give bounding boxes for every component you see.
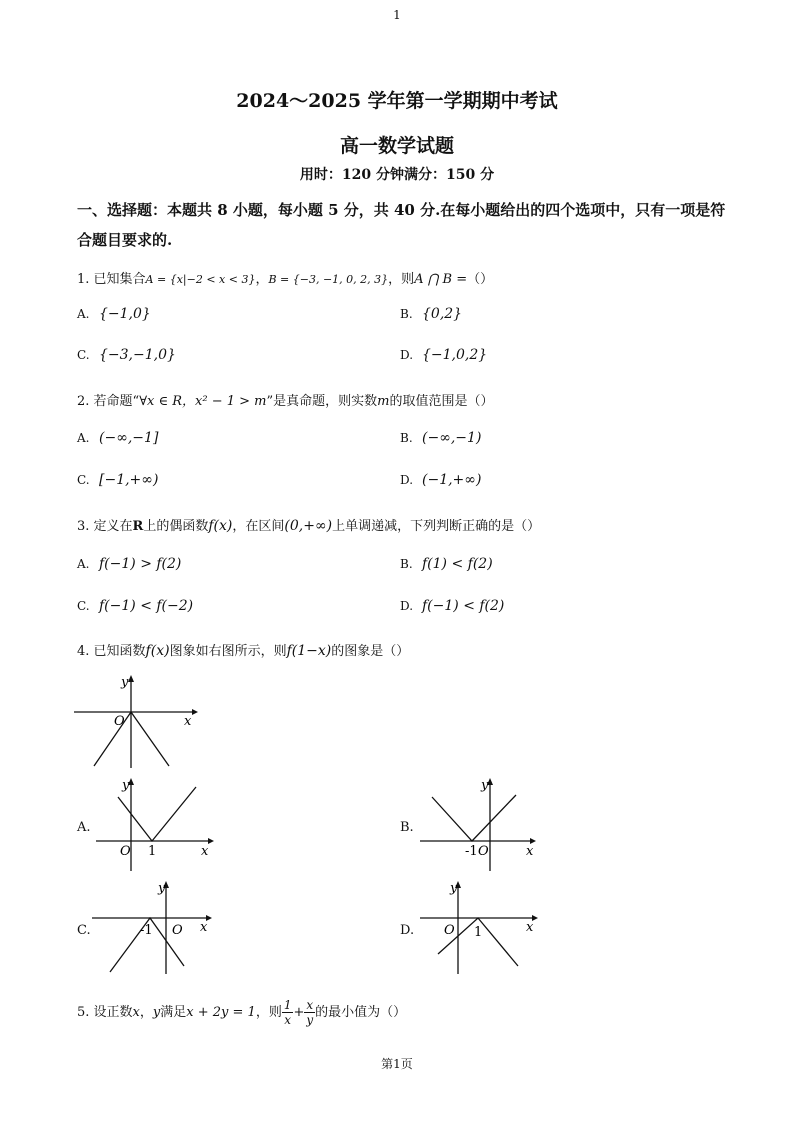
reference-graph: [74, 672, 204, 772]
q1-option-a: A. {−1,0}: [77, 306, 151, 322]
option-c-graph: [92, 878, 217, 978]
page-footer: 第1页: [381, 1057, 413, 1071]
svg-text:-1: -1: [140, 923, 153, 938]
time-info: 用时：120 分钟满分：150 分: [299, 167, 495, 183]
svg-text:x: x: [526, 844, 534, 859]
fraction-1-over-x: $\frac{1}{x}$: [283, 998, 292, 1027]
svg-text:y: y: [450, 881, 458, 896]
page-number-top: 1: [393, 8, 401, 22]
svg-text:x: x: [526, 920, 534, 935]
question-2: 2. 若命题“∀x ∈ R，x² − 1 > m”是真命题，则实数m的取值范围是（）: [77, 394, 494, 409]
question-5: 5. 设正数x，y满足x + 2y = 1，则 $\frac{1}{x}$ + $\frac{x}{y}$ 的最小值为（）: [77, 998, 407, 1027]
q3-option-b: B. f(1) < f(2): [400, 556, 493, 572]
exam-title: 2024～2025 学年第一学期期中考试: [236, 90, 558, 112]
svg-text:y: y: [122, 778, 130, 793]
svg-text:y: y: [158, 881, 166, 896]
option-d-graph: [420, 878, 545, 978]
q2-option-b: B. (−∞,−1): [400, 430, 482, 446]
svg-text:x: x: [184, 714, 192, 729]
section-heading: 一、选择题：本题共 8 小题，每小题 5 分，共 40 分.在每小题给出的四个选项中，只有一项是符合题目要求的.: [77, 201, 726, 249]
q1-option-d: D. {−1,0,2}: [400, 347, 488, 363]
svg-text:x: x: [200, 920, 208, 935]
svg-text:1: 1: [148, 844, 157, 859]
q3-option-a: A. f(−1) > f(2): [77, 556, 182, 572]
svg-text:x: x: [201, 844, 209, 859]
option-a-graph: [96, 775, 216, 875]
q1-option-b: B. {0,2}: [400, 306, 463, 322]
q3-option-d: D. f(−1) < f(2): [400, 598, 505, 614]
exam-subtitle: 高一数学试题: [339, 135, 454, 157]
question-3: 3. 定义在R上的偶函数f(x)，在区间(0,+∞)上单调递减，下列判断正确的是（）: [77, 518, 541, 534]
set-a: A = {x|−2 < x < 3}: [145, 273, 256, 286]
q2-option-d: D. (−1,+∞): [400, 472, 482, 488]
q4-option-a: A.: [77, 820, 91, 835]
fraction-x-over-y: $\frac{x}{y}$: [306, 998, 314, 1027]
svg-text:y: y: [481, 778, 489, 793]
svg-text:O: O: [478, 844, 489, 859]
q2-option-c: C. [−1,+∞): [77, 472, 159, 488]
svg-text:y: y: [121, 675, 129, 690]
svg-text:O: O: [114, 714, 125, 729]
q1-option-c: C. {−3,−1,0}: [77, 347, 176, 363]
q2-option-a: A. (−∞,−1]: [77, 430, 159, 446]
svg-text:1: 1: [474, 925, 483, 940]
q3-option-c: C. f(−1) < f(−2): [77, 598, 194, 614]
constraint-expr: x + 2y = 1: [186, 1005, 256, 1020]
question-4: 4. 已知函数f(x)图象如右图所示，则f(1−x)的图象是（）: [77, 643, 410, 659]
question-1: 1. 已知集合A = {x|−2 < x < 3}，B = {−3, −1, 0, 2, 3}，则A ⋂ B =（）: [77, 272, 494, 287]
svg-text:O: O: [444, 923, 455, 938]
svg-text:O: O: [120, 844, 131, 859]
option-b-graph: [420, 775, 540, 875]
q4-option-c: C.: [77, 923, 91, 938]
intersection-expr: A ⋂ B =: [414, 272, 468, 287]
proposition-math: ∀x ∈ R，x² − 1 > m: [139, 394, 267, 409]
svg-text:-1: -1: [465, 844, 478, 859]
q4-option-d: D.: [400, 923, 415, 938]
set-b: B = {−3, −1, 0, 2, 3}: [268, 273, 389, 286]
svg-text:O: O: [172, 923, 183, 938]
q4-option-b: B.: [400, 820, 414, 835]
